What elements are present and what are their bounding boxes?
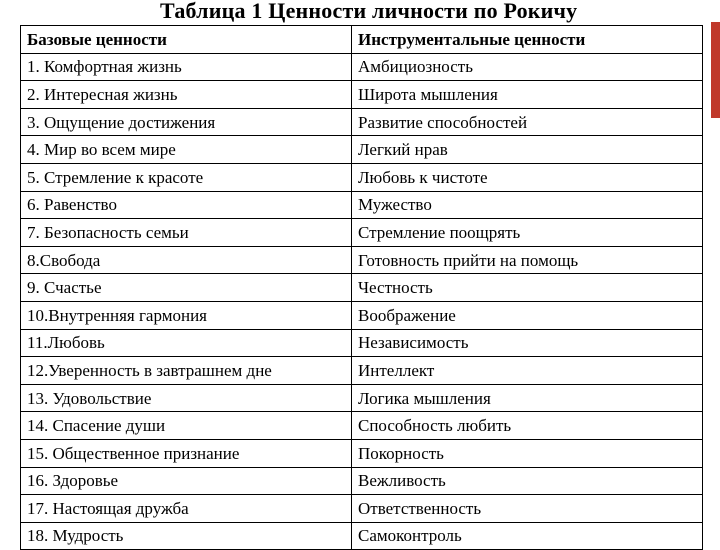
table-row bbox=[21, 191, 703, 219]
table-row bbox=[21, 163, 703, 191]
basic-value-cell: 2. Интересная жизнь bbox=[21, 81, 352, 109]
instrumental-value-cell: Логика мышления bbox=[352, 384, 703, 412]
page-title: Таблица 1 Ценности личности по Рокичу bbox=[160, 0, 578, 23]
table-row bbox=[21, 329, 703, 357]
header-basic-values: Базовые ценности bbox=[21, 26, 352, 54]
basic-value-cell: 16. Здоровье bbox=[21, 467, 352, 495]
instrumental-value-cell: Широта мышления bbox=[352, 81, 703, 109]
basic-value-cell: 3. Ощущение достижения bbox=[21, 108, 352, 136]
table-row bbox=[21, 301, 703, 329]
instrumental-value-cell: Амбициозность bbox=[352, 53, 703, 81]
instrumental-value-cell: Покорность bbox=[352, 439, 703, 467]
table-row bbox=[21, 495, 703, 523]
basic-value-cell: 14. Спасение души bbox=[21, 412, 352, 440]
basic-value-cell: 1. Комфортная жизнь bbox=[21, 53, 352, 81]
table-row bbox=[21, 522, 703, 550]
basic-value-cell: 15. Общественное признание bbox=[21, 439, 352, 467]
table-row bbox=[21, 467, 703, 495]
basic-value-cell: 9. Счастье bbox=[21, 274, 352, 302]
instrumental-value-cell: Честность bbox=[352, 274, 703, 302]
table-row bbox=[21, 246, 703, 274]
instrumental-value-cell: Развитие способностей bbox=[352, 108, 703, 136]
table-row bbox=[21, 53, 703, 81]
basic-value-cell: 13. Удовольствие bbox=[21, 384, 352, 412]
basic-value-cell: 17. Настоящая дружба bbox=[21, 495, 352, 523]
table-row bbox=[21, 412, 703, 440]
table-row bbox=[21, 108, 703, 136]
instrumental-value-cell: Готовность прийти на помощь bbox=[352, 246, 703, 274]
table-row bbox=[21, 81, 703, 109]
basic-value-cell: 6. Равенство bbox=[21, 191, 352, 219]
basic-value-cell: 12.Уверенность в завтрашнем дне bbox=[21, 357, 352, 385]
basic-value-cell: 8.Свобода bbox=[21, 246, 352, 274]
table-row bbox=[21, 136, 703, 164]
table-row bbox=[21, 274, 703, 302]
basic-value-cell: 18. Мудрость bbox=[21, 522, 352, 550]
instrumental-value-cell: Любовь к чистоте bbox=[352, 163, 703, 191]
instrumental-value-cell: Ответственность bbox=[352, 495, 703, 523]
basic-value-cell: 7. Безопасность семьи bbox=[21, 219, 352, 247]
instrumental-value-cell: Независимость bbox=[352, 329, 703, 357]
table-header-row bbox=[21, 26, 703, 54]
instrumental-value-cell: Стремление поощрять bbox=[352, 219, 703, 247]
values-table bbox=[20, 25, 703, 550]
basic-value-cell: 11.Любовь bbox=[21, 329, 352, 357]
table-row bbox=[21, 219, 703, 247]
instrumental-value-cell: Вежливость bbox=[352, 467, 703, 495]
table-row bbox=[21, 439, 703, 467]
instrumental-value-cell: Мужество bbox=[352, 191, 703, 219]
accent-bar bbox=[711, 22, 720, 118]
instrumental-value-cell: Интеллект bbox=[352, 357, 703, 385]
instrumental-value-cell: Способность любить bbox=[352, 412, 703, 440]
instrumental-value-cell: Легкий нрав bbox=[352, 136, 703, 164]
basic-value-cell: 4. Мир во всем мире bbox=[21, 136, 352, 164]
table-row bbox=[21, 357, 703, 385]
instrumental-value-cell: Самоконтроль bbox=[352, 522, 703, 550]
header-instrumental-values: Инструментальные ценности bbox=[352, 26, 703, 54]
table-row bbox=[21, 384, 703, 412]
basic-value-cell: 5. Стремление к красоте bbox=[21, 163, 352, 191]
instrumental-value-cell: Воображение bbox=[352, 301, 703, 329]
basic-value-cell: 10.Внутренняя гармония bbox=[21, 301, 352, 329]
